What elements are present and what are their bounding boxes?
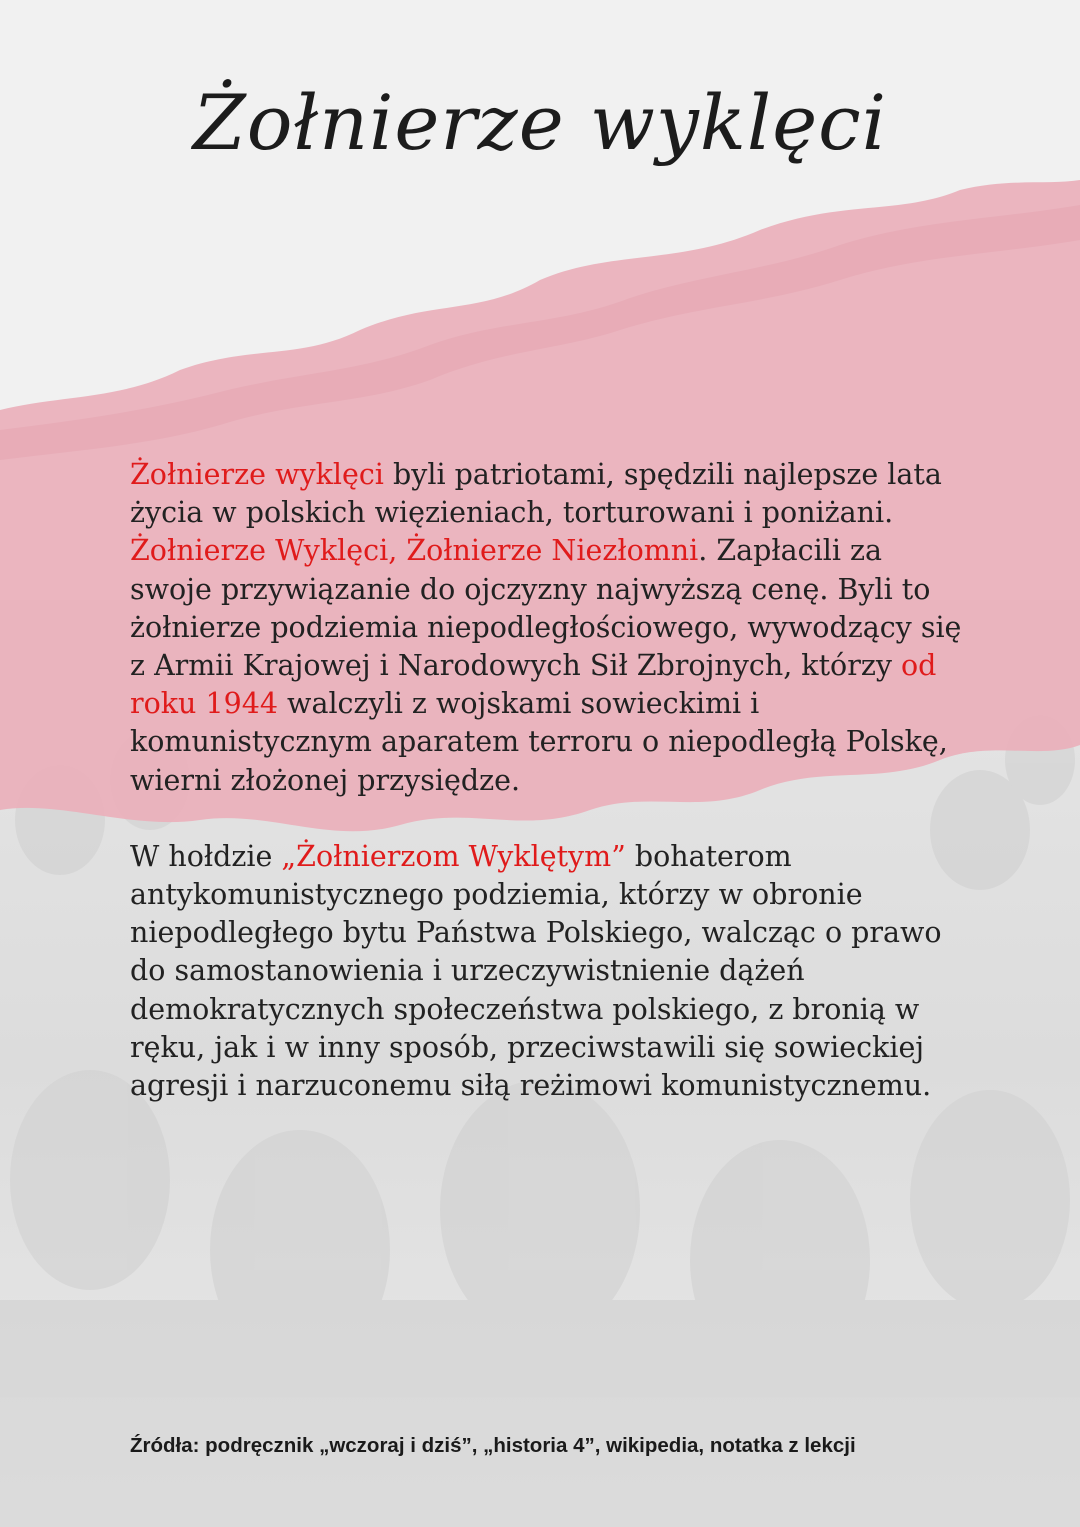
- highlight-year-1944: od roku 1944: [130, 649, 937, 721]
- main-text: [130, 456, 970, 1105]
- paragraph-1: [130, 456, 970, 800]
- paragraph-2-text-2: bohaterom antykomunistycznego podziemia, którzy w obronie niepodległego bytu Państwa Polskiego, walcząc o prawo do samostanowienia i urzeczywistnienie dążeń demokratycznych społeczeństwa polskiego, z bronią w ręku, jak i w inny sposób, przeciwstawili się sowieckiej agresji i narzuconemu siłą reżimowi komunistycznemu.: [130, 839, 942, 1103]
- highlight-zolnierze-wykleci: Żołnierze wyklęci: [130, 458, 384, 491]
- sources-note: Źródła: podręcznik „wczoraj i dziś”, „historia 4”, wikipedia, notatka z lekcji: [130, 1434, 856, 1457]
- highlight-zolnierzom-wykletym: „Żołnierzom Wyklętym”: [281, 839, 626, 873]
- paragraph-2-text-1: W hołdzie: [130, 839, 282, 873]
- paragraph-1-text-1: byli patriotami, spędzili najlepsze lata życia w polskich więzieniach, torturowani i poniżani.: [130, 458, 942, 530]
- highlight-niezlomni: Żołnierze Wyklęci, Żołnierze Niezłomni: [130, 534, 699, 568]
- page-title: Żołnierze wyklęci: [192, 78, 888, 167]
- paragraph-1-text-3: walczyli z wojskami sowieckimi i komunistycznym aparatem terroru o niepodległą Polskę, wierni złożonej przysiędze.: [130, 687, 948, 797]
- paragraph-2: [130, 838, 970, 1105]
- paragraph-1-text-2: . Zapłacili za swoje przywiązanie do ojczyzny najwyższą cenę. Byli to żołnierze podziemia niepodległościowego, wywodzący się z Armii Krajowej i Narodowych Sił Zbrojnych, którzy: [130, 534, 962, 683]
